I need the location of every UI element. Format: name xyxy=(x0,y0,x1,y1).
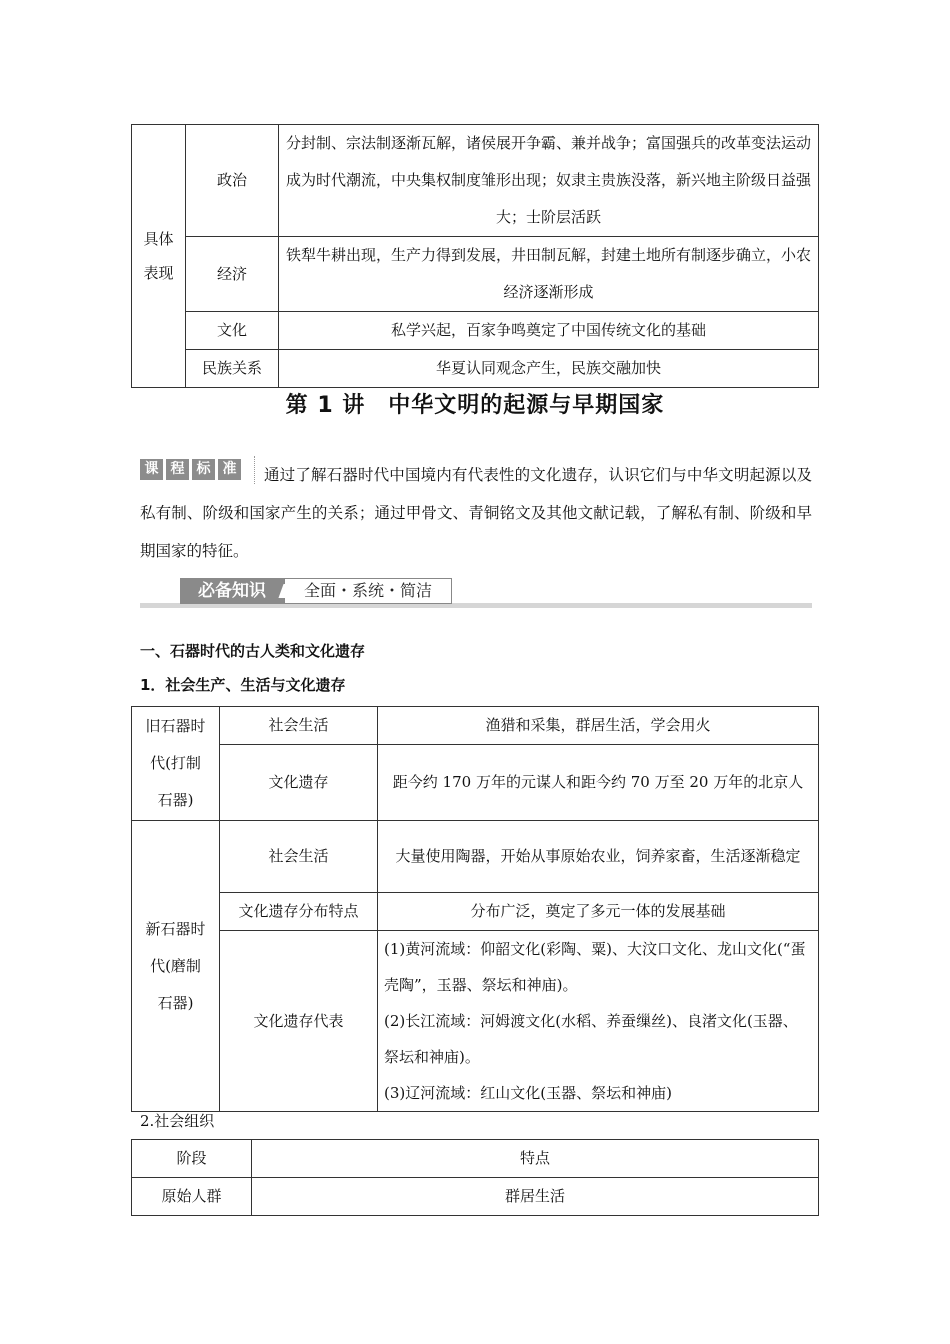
aspect-cell: 民族关系 xyxy=(186,350,279,388)
subsection-heading: 1．社会生产、生活与文化遗存 xyxy=(140,676,346,694)
content-cell: 铁犁牛耕出现，生产力得到发展，井田制瓦解，封建土地所有制逐步确立，小农经济逐渐形成 xyxy=(279,237,819,312)
section-heading: 一、石器时代的古人类和文化遗存 xyxy=(140,642,366,660)
social-organization-table xyxy=(131,1139,819,1216)
label-cell: 文化遗存 xyxy=(220,745,378,821)
content-cell: 分封制、宗法制逐渐瓦解，诸侯展开争霸、兼并战争；富国强兵的改革变法运动成为时代潮流，中央集权制度雏形出现；奴隶主贵族没落，新兴地主阶级日益强大；士阶层活跃 xyxy=(279,125,819,237)
label-cell: 文化遗存分布特点 xyxy=(220,893,378,931)
content-cell: 距今约 170 万年的元谋人和距今约 70 万至 20 万年的北京人 xyxy=(378,745,819,821)
chapter-title: 第 1 讲 中华文明的起源与早期国家 xyxy=(285,393,665,418)
label-cell: 社会生活 xyxy=(220,821,378,893)
content-cell: 大量使用陶器，开始从事原始农业，饲养家畜，生活逐渐稳定 xyxy=(378,821,819,893)
aspect-cell: 文化 xyxy=(186,312,279,350)
badge-char: 标 xyxy=(192,459,215,480)
curriculum-standard-text: 通过了解石器时代中国境内有代表性的文化遗存，认识它们与中华文明起源以及私有制、阶级和国家产生的关系；通过甲骨文、青铜铭文及其他文献记载，了解私有制、阶级和早期国家的特征。 xyxy=(140,466,812,560)
badge-char: 课 xyxy=(140,459,163,480)
knowledge-banner xyxy=(140,578,812,610)
header-cell: 阶段 xyxy=(132,1140,252,1178)
table-cell: 群居生活 xyxy=(252,1178,819,1216)
era-cell: 新石器时 代(磨制 石器) xyxy=(132,821,220,1112)
banner-label: 必备知识 xyxy=(180,578,284,604)
group-label-cell: 具体 表现 xyxy=(132,125,186,388)
content-cell xyxy=(378,931,819,1112)
era-cell: 旧石器时 代(打制 石器) xyxy=(132,707,220,821)
aspect-cell: 经济 xyxy=(186,237,279,312)
social-change-table xyxy=(131,124,819,388)
content-cell: 分布广泛，奠定了多元一体的发展基础 xyxy=(378,893,819,931)
label-cell: 社会生活 xyxy=(220,707,378,745)
list-item: (3)辽河流域：红山文化(玉器、祭坛和神庙) xyxy=(384,1084,672,1102)
badge-char: 程 xyxy=(166,459,189,480)
banner-subtitle: 全面・系统・简洁 xyxy=(284,578,452,604)
list-item: (1)黄河流域：仰韶文化(彩陶、粟)、大汶口文化、龙山文化(“蛋壳陶”，玉器、祭坛和神庙)。 xyxy=(384,940,806,994)
stone-age-table xyxy=(131,706,819,1112)
content-cell: 华夏认同观念产生，民族交融加快 xyxy=(279,350,819,388)
content-cell: 私学兴起，百家争鸣奠定了中国传统文化的基础 xyxy=(279,312,819,350)
subsection-heading: 2.社会组织 xyxy=(140,1112,215,1130)
content-cell: 渔猎和采集，群居生活，学会用火 xyxy=(378,707,819,745)
aspect-cell: 政治 xyxy=(186,125,279,237)
header-cell: 特点 xyxy=(252,1140,819,1178)
badge-char: 准 xyxy=(218,459,241,480)
label-cell: 文化遗存代表 xyxy=(220,931,378,1112)
list-item: (2)长江流域：河姆渡文化(水稻、养蚕缫丝)、良渚文化(玉器、祭坛和神庙)。 xyxy=(384,1012,798,1066)
table-cell: 原始人群 xyxy=(132,1178,252,1216)
